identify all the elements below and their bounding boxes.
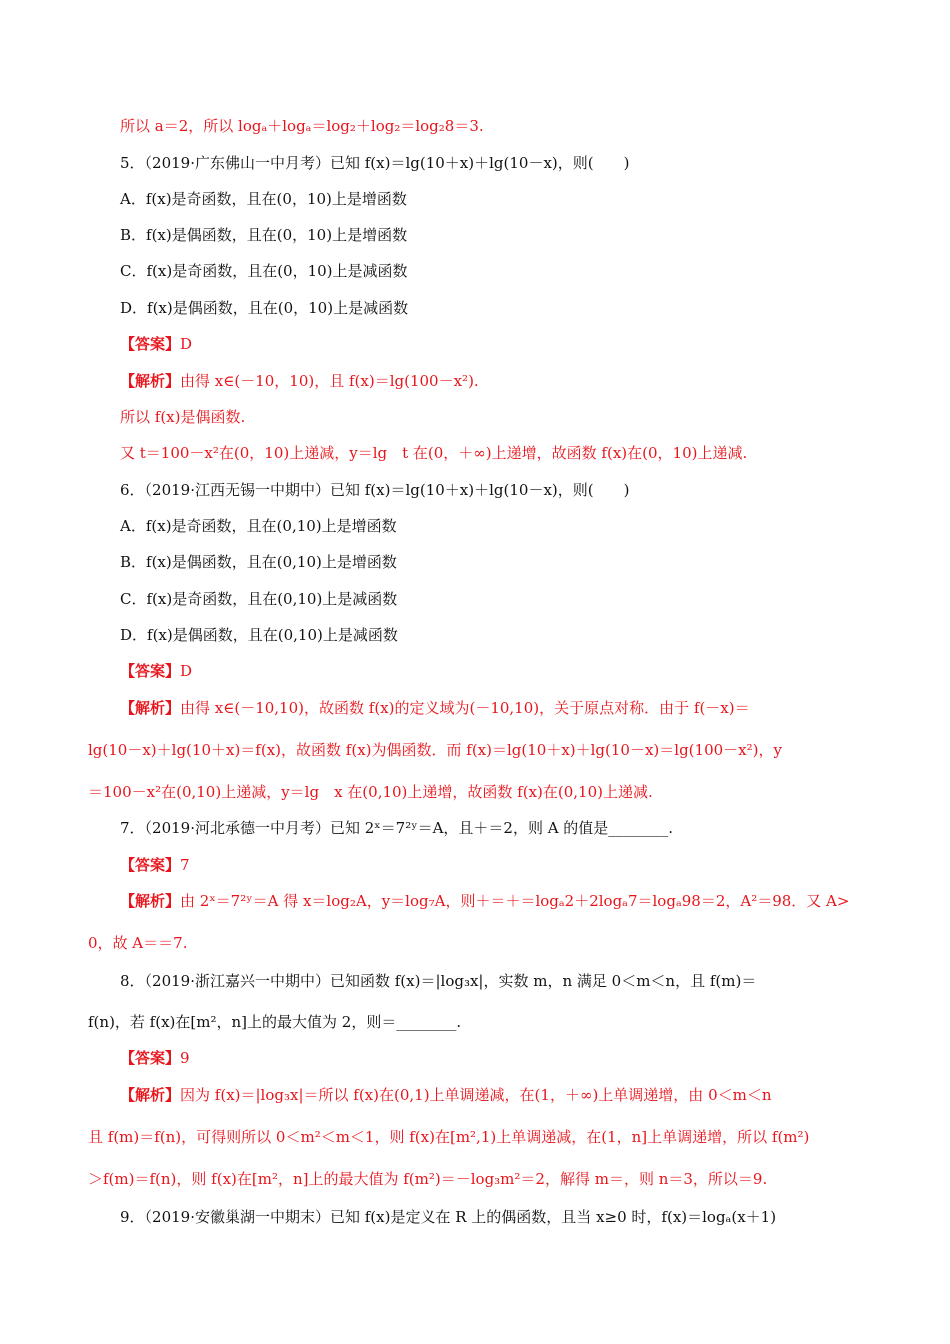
answer-line: [120, 855, 190, 875]
answer-value: 9: [180, 1049, 190, 1067]
solution-line: lg(10－x)＋lg(10＋x)＝f(x)，故函数 f(x)为偶函数．而 f(x)＝lg(10＋x)＋lg(10－x)＝lg(100－x²)，y: [88, 741, 782, 759]
analysis-tag: 【解析】: [120, 1086, 181, 1104]
solution-line: 所以 f(x)是偶函数.: [120, 408, 246, 426]
question-5-stem: 5．（2019·广东佛山一中月考）已知 f(x)＝lg(10＋x)＋lg(10－x)，则( ): [120, 154, 630, 172]
analysis-tag: 【解析】: [120, 892, 181, 910]
analysis-text: 由得 x∈(－10，10)，且 f(x)＝lg(100－x²).: [180, 372, 479, 390]
solution-line: 又 t＝100－x²在(0，10)上递减，y＝lg t 在(0，＋∞)上递增，故函数 f(x)在(0，10)上递减.: [120, 444, 748, 462]
option-d: D．f(x)是偶函数，且在(0，10)上是减函数: [120, 299, 409, 317]
analysis-line: [120, 1085, 772, 1105]
option-c: C．f(x)是奇函数，且在(0，10)上是减函数: [120, 262, 408, 280]
answer-tag: 【答案】: [120, 335, 181, 353]
solution-line: 所以 a＝2，所以 logₐ＋logₐ＝log₂＋log₂＝log₂8＝3.: [120, 117, 484, 135]
analysis-text: 因为 f(x)＝|log₃x|＝所以 f(x)在(0,1)上单调递减，在(1，＋∞)上单调递增，由 0＜m＜n: [180, 1086, 772, 1104]
question-6-stem: 6．（2019·江西无锡一中期中）已知 f(x)＝lg(10＋x)＋lg(10－x)，则( ): [120, 481, 630, 499]
answer-value: D: [180, 662, 193, 680]
option-c: C．f(x)是奇函数，且在(0,10)上是减函数: [120, 590, 398, 608]
answer-tag: 【答案】: [120, 1049, 181, 1067]
option-a: A．f(x)是奇函数，且在(0，10)上是增函数: [120, 190, 407, 208]
option-a: A．f(x)是奇函数，且在(0,10)上是增函数: [120, 517, 397, 535]
answer-line: [120, 334, 192, 354]
analysis-line: [120, 371, 479, 391]
answer-tag: 【答案】: [120, 662, 181, 680]
answer-tag: 【答案】: [120, 856, 181, 874]
answer-line: [120, 661, 192, 681]
question-7-stem: 7．（2019·河北承德一中月考）已知 2ˣ＝7²ʸ＝A，且＋＝2，则 A 的值是________.: [120, 819, 674, 837]
analysis-line: [120, 698, 750, 718]
question-8-stem-cont: f(n)，若 f(x)在[m²，n]上的最大值为 2，则＝________.: [88, 1013, 462, 1031]
solution-line: ＝100－x²在(0,10)上递减，y＝lg x 在(0,10)上递增，故函数 f(x)在(0,10)上递减.: [88, 783, 653, 801]
answer-line: [120, 1048, 190, 1068]
analysis-line: [120, 891, 849, 911]
option-d: D．f(x)是偶函数，且在(0,10)上是减函数: [120, 626, 398, 644]
option-b: B．f(x)是偶函数，且在(0,10)上是增函数: [120, 553, 397, 571]
analysis-tag: 【解析】: [120, 372, 181, 390]
answer-value: D: [180, 335, 193, 353]
solution-line: ＞f(m)＝f(n)，则 f(x)在[m²，n]上的最大值为 f(m²)＝－log₃m²＝2，解得 m＝，则 n＝3，所以＝9.: [88, 1170, 768, 1188]
answer-value: 7: [180, 856, 190, 874]
analysis-tag: 【解析】: [120, 699, 181, 717]
question-8-stem: 8．（2019·浙江嘉兴一中期中）已知函数 f(x)＝|log₃x|，实数 m，n 满足 0＜m＜n，且 f(m)＝: [120, 972, 757, 990]
solution-line: 且 f(m)＝f(n)，可得则所以 0＜m²＜m＜1，则 f(x)在[m²,1)上单调递减，在(1，n]上单调递增，所以 f(m²): [88, 1128, 810, 1146]
question-9-stem: 9．（2019·安徽巢湖一中期末）已知 f(x)是定义在 R 上的偶函数，且当 x≥0 时，f(x)＝logₐ(x＋1): [120, 1208, 777, 1226]
analysis-text: 由得 x∈(－10,10)，故函数 f(x)的定义域为(－10,10)，关于原点对称．由于 f(－x)＝: [180, 699, 750, 717]
option-b: B．f(x)是偶函数，且在(0，10)上是增函数: [120, 226, 408, 244]
analysis-text: 由 2ˣ＝7²ʸ＝A 得 x＝log₂A，y＝log₇A，则＋＝＋＝logₐ2＋2logₐ7＝logₐ98＝2，A²＝98．又 A>: [180, 892, 850, 910]
solution-line: 0，故 A＝＝7.: [88, 934, 188, 952]
